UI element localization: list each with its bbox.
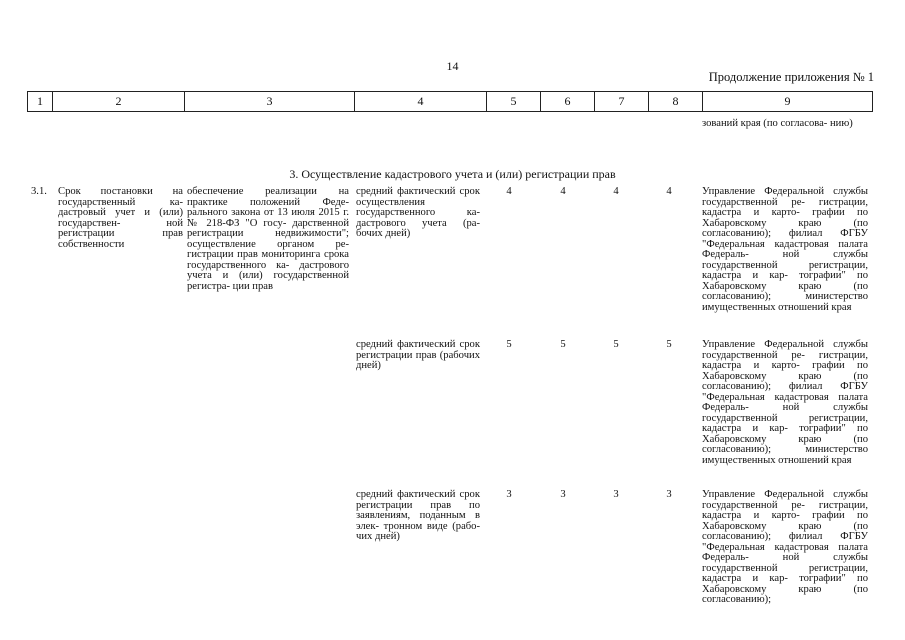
indicator-text: средний фактический срок осуществления государственного ка- дастрового учета (ра- бочих дней) bbox=[356, 186, 480, 239]
value-cell: 4 bbox=[560, 186, 566, 197]
value-cell: 3 bbox=[613, 489, 619, 500]
column-header: 5 bbox=[487, 92, 541, 112]
page-number: 14 bbox=[446, 59, 459, 73]
measures-text: обеспечение реализации на практике положений Феде- рального закона от 13 июля 2015 г. № 218-ФЗ "О госу- дарственной регистрации недвижимости"; осуществление органом ре- гистрации прав мониторинга срока государственного ка- дастрового учета и (или) государственной регистра- ции прав bbox=[187, 186, 349, 292]
responsible-text: Управление Федеральной службы государственной ре- гистрации, кадастра и карто- графии по Хабаровскому краю (по согласованию); филиал ФГБУ "Федеральная кадастровая палата Федераль- ной службы государственной регистрации, кадастра и кар- тографии" по Хабаровскому краю (по согласованию); bbox=[702, 489, 868, 605]
column-header: 3 bbox=[185, 92, 355, 112]
carryover-text: зований края (по согласова- нию) bbox=[702, 118, 853, 129]
value-cell: 4 bbox=[506, 186, 512, 197]
indicator-text: средний фактический срок регистрации прав (рабочих дней) bbox=[356, 339, 480, 371]
value-cell: 4 bbox=[613, 186, 619, 197]
column-header: 1 bbox=[28, 92, 53, 112]
value-cell: 5 bbox=[506, 339, 512, 350]
value-cell: 3 bbox=[666, 489, 672, 500]
column-header: 8 bbox=[649, 92, 703, 112]
continuation-note: Продолжение приложения № 1 bbox=[708, 70, 874, 84]
section-title: 3. Осуществление кадастрового учета и (или) регистрации прав bbox=[289, 167, 616, 181]
column-header: 7 bbox=[595, 92, 649, 112]
responsible-text: Управление Федеральной службы государственной ре- гистрации, кадастра и карто- графии по Хабаровскому краю (по согласованию); филиал ФГБУ "Федеральная кадастровая палата Федераль- ной службы государственной регистрации, кадастра и кар- тографии" по Хабаровскому краю (по согласованию); министерство имущественных отношений края bbox=[702, 339, 868, 466]
column-header: 9 bbox=[703, 92, 873, 112]
column-header: 6 bbox=[541, 92, 595, 112]
value-cell: 3 bbox=[506, 489, 512, 500]
column-header-table bbox=[27, 91, 873, 112]
indicator-name: Срок постановки на государственный ка- дастровый учет и (или) государствен- ной регистрации прав собственности bbox=[58, 186, 183, 250]
row-number: 3.1. bbox=[31, 186, 47, 197]
indicator-text: средний фактический срок регистрации прав по заявлениям, поданным в элек- тронном виде (рабо- чих дней) bbox=[356, 489, 480, 542]
column-header: 2 bbox=[53, 92, 185, 112]
column-header: 4 bbox=[355, 92, 487, 112]
value-cell: 5 bbox=[560, 339, 566, 350]
value-cell: 4 bbox=[666, 186, 672, 197]
responsible-text: Управление Федеральной службы государственной ре- гистрации, кадастра и карто- графии по Хабаровскому краю (по согласованию); филиал ФГБУ "Федеральная кадастровая палата Федераль- ной службы государственной регистрации, кадастра и кар- тографии" по Хабаровскому краю (по согласованию); министерство имущественных отношений края bbox=[702, 186, 868, 313]
value-cell: 5 bbox=[613, 339, 619, 350]
value-cell: 3 bbox=[560, 489, 566, 500]
value-cell: 5 bbox=[666, 339, 672, 350]
